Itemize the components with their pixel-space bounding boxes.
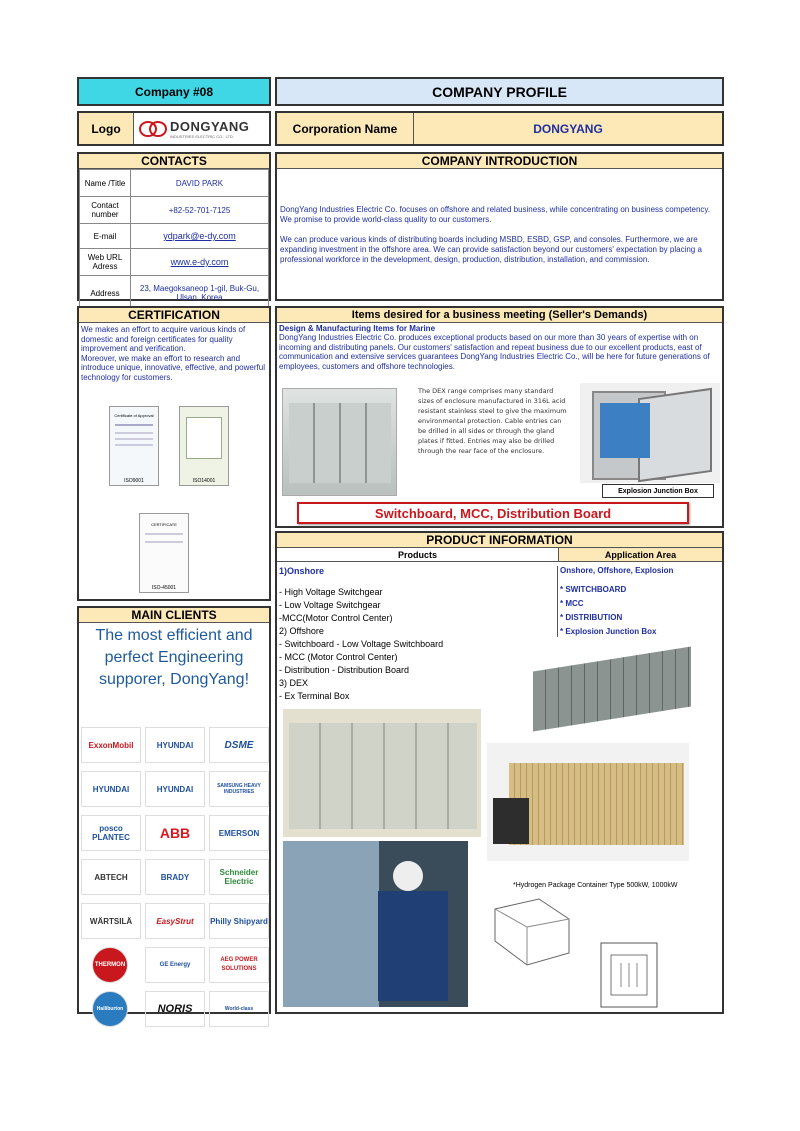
logo-label: Logo <box>79 113 134 144</box>
clients-title: MAIN CLIENTS <box>79 608 269 623</box>
contact-address-value: 23, Maegoksaneop 1-gil, Buk-Gu, Ulsan, Korea <box>131 276 269 311</box>
product-line: - MCC (Motor Control Center) <box>279 652 398 662</box>
cert-image-1-title: Certificate of Approval <box>114 413 154 418</box>
hydrogen-caption: *Hydrogen Package Container Type 500kW, 1000kW <box>513 882 678 889</box>
corp-name: DONGYANG <box>533 121 603 136</box>
product-banner: Switchboard, MCC, Distribution Board <box>297 502 689 524</box>
contact-row-email <box>80 224 269 249</box>
product-line: - Ex Terminal Box <box>279 691 350 701</box>
product-line: - Switchboard - Low Voltage Switchboard <box>279 639 444 649</box>
company-number <box>77 77 271 106</box>
demands-subtitle: Design & Manufacturing Items for Marine <box>279 324 436 333</box>
certification-section <box>77 306 271 601</box>
contact-row-web <box>80 249 269 276</box>
intro-paragraph-1: DongYang Industries Electric Co. focuses on offshore and related business, while concentrating on business competency. We promise to provide world-class quality to our customers. <box>280 205 711 224</box>
contact-email-cell <box>131 224 269 249</box>
product-section <box>275 531 724 1014</box>
certification-text: We makes an effort to acquire various kinds of domestic and foreign certificates for quality improvement and verification. Moreover, we make an effort to research and introduce unique, innovative, effective, and powerful technology for customers. <box>81 325 265 382</box>
client-logo-easystrut: EasyStrut <box>145 903 205 939</box>
cert-image-3-label: ISO-45001 <box>151 585 177 591</box>
demands-section <box>275 306 724 528</box>
client-logo-aeg: AEG POWER SOLUTIONS <box>209 947 269 983</box>
intro-section <box>275 152 724 301</box>
client-logo-thermon: THERMON <box>92 947 128 983</box>
client-logo-abb: ABB <box>145 815 205 851</box>
client-logo-brady: BRADY <box>145 859 205 895</box>
client-logo-world-class: World-class <box>209 991 269 1027</box>
product-title: PRODUCT INFORMATION <box>277 533 722 548</box>
contacts-table <box>79 169 269 311</box>
app-item: * DISTRIBUTION <box>560 613 623 622</box>
client-logo-hyundai-engineering: HYUNDAI <box>145 771 205 807</box>
contact-row-name <box>80 170 269 197</box>
corp-label: Corporation Name <box>277 113 414 144</box>
contact-label: Web URL Adress <box>80 249 131 276</box>
contact-row-phone <box>80 197 269 224</box>
client-logo-abtech: ABTECH <box>81 859 141 895</box>
ejb-drawing <box>483 891 663 1011</box>
contact-label: Name /Title <box>80 170 131 197</box>
website-link[interactable]: www.e-dy.com <box>170 257 229 267</box>
ejb-drawing-svg <box>483 891 663 1011</box>
contact-label: Address <box>80 276 131 311</box>
contact-label: E-mail <box>80 224 131 249</box>
dex-description: The DEX range comprises many standard sizes of enclosure manufactured in 316L acid resistant stainless steel to give the maximum environmental protection. Cable entries can be drilled in all sides or through the gland plates if fitted. Entries may also be drilled through the rear face of the enclosure. <box>418 387 567 455</box>
email-link[interactable]: ydpark@e-dy.com <box>163 231 236 241</box>
company-logo <box>134 113 269 144</box>
client-logo-halliburton: Halliburton <box>92 991 128 1027</box>
client-logo-samsung: SAMSUNG HEAVY INDUSTRIES <box>209 771 269 807</box>
logo-row <box>77 111 271 146</box>
client-logo-posco: posco PLANTEC <box>81 815 141 851</box>
cert-image-3 <box>139 513 189 593</box>
client-logo-ge: GE Energy <box>145 947 205 983</box>
product-line: 2) Offshore <box>279 626 324 636</box>
client-logo-emerson: EMERSON <box>209 815 269 851</box>
logo-name: DONGYANG <box>170 118 250 134</box>
technician-photo <box>283 841 468 1007</box>
mcc-panel-photo <box>533 637 695 729</box>
intro-title: COMPANY INTRODUCTION <box>277 154 722 169</box>
product-line: - Low Voltage Switchgear <box>279 600 381 610</box>
products-column-header: Products <box>277 548 559 561</box>
ejb-photo <box>580 383 720 483</box>
logo-sub: INDUSTRIES ELECTRIC CO., LTD. <box>170 133 234 139</box>
app-column-header: Application Area <box>559 548 722 561</box>
contact-web-cell <box>131 249 269 276</box>
cert-image-1-label: ISO9001 <box>124 478 144 484</box>
cert-image-3-title: CERTIFICATE <box>151 522 177 527</box>
client-logo-hyundai: HYUNDAI <box>145 727 205 763</box>
demands-text: DongYang Industries Electric Co. produces exceptional products based on our more than 30 years of expertise with on incoming and distributing panels. Our customers' satisfaction and repeat business due to our excellent products, east of communication and extensive services guarantees DongYang Industries Electric Co., will be here for future generations of employees, customers and offshore technologies. <box>279 333 710 371</box>
client-logo-wartsila: WÄRTSILÄ <box>81 903 141 939</box>
contact-name-value: DAVID PARK <box>131 170 269 197</box>
client-logo-schneider: Schneider Electric <box>209 859 269 895</box>
contact-label: Contact number <box>80 197 131 224</box>
app-item: * SWITCHBOARD <box>560 585 627 594</box>
profile-title <box>275 77 724 106</box>
client-logo-dsme: DSME <box>209 727 269 763</box>
container-photo <box>487 743 689 861</box>
cert-image-1 <box>109 406 159 486</box>
certification-title: CERTIFICATION <box>79 308 269 323</box>
client-logo-philly-shipyard: Philly Shipyard <box>209 903 269 939</box>
contacts-title: CONTACTS <box>79 154 269 169</box>
app-item: * Explosion Junction Box <box>560 627 657 636</box>
product-line: 3) DEX <box>279 678 309 688</box>
client-logo-noris: NORIS <box>145 991 205 1027</box>
switchgear-photo <box>283 709 481 837</box>
intro-paragraph-2: We can produce various kinds of distributing boards including MSBD, ESBD, GSP, and consoles. Furthermore, we are expanding investment in the offshore area. We can provide satisfaction beyond our customers' expectation by placing a professional workforce in the development, design, production, distribution, installation, and commission. <box>280 235 702 264</box>
contacts-section <box>77 152 271 301</box>
clients-section <box>77 606 271 1014</box>
demands-title: Items desired for a business meeting (Seller's Demands) <box>277 308 722 323</box>
product-line: -MCC(Motor Control Center) <box>279 613 393 623</box>
app-item: * MCC <box>560 599 584 608</box>
product-line: - High Voltage Switchgear <box>279 587 383 597</box>
profile-title-text: COMPANY PROFILE <box>432 83 567 100</box>
cert-image-2-label: ISO14001 <box>192 478 216 484</box>
cert-image-2 <box>179 406 229 486</box>
contact-phone-value: +82-52-701-7125 <box>131 197 269 224</box>
company-number-text: Company #08 <box>134 84 214 99</box>
switchboard-photo <box>282 388 397 496</box>
clients-slogan: The most efficient and perfect Engineering supporer, DongYang! <box>95 627 253 688</box>
ejb-caption: Explosion Junction Box <box>602 484 714 498</box>
client-logo-grid <box>79 727 269 1027</box>
corp-row <box>275 111 724 146</box>
client-logo-hyundai-heavy: HYUNDAI <box>81 771 141 807</box>
product-line: - Distribution - Distribution Board <box>279 665 410 675</box>
dongyang-logo-icon <box>138 120 168 138</box>
app-heading: Onshore, Offshore, Explosion <box>560 566 674 575</box>
client-logo-exxonmobil: ExxonMobil <box>81 727 141 763</box>
onshore-heading: 1)Onshore <box>279 566 325 576</box>
